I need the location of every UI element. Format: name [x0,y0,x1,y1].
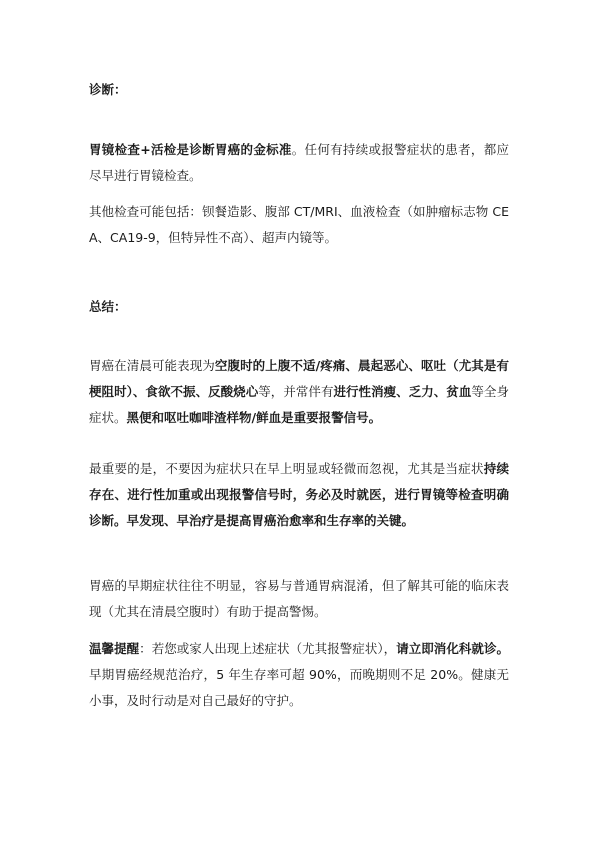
diagnosis-paragraph-gold-standard [89,137,509,189]
reminder-text-2: 早期胃癌经规范治疗，5 年生存率可超 90%，而晚期则不足 20%。健康无小事，及时行动是对自己最好的守护。 [89,666,509,708]
warning-signals-emphasis: 黑便和呕吐咖啡渣样物/鲜血是重要报警信号。 [126,409,382,425]
summary-paragraph-early-symptoms: 胃癌的早期症状往往不明显，容易与普通胃病混淆，但了解其可能的临床表现（尤其在清晨空腹时）有助于提高警惕。 [89,578,509,619]
gold-standard-text: 。任何有持续或报警症状的患者，都应尽早进行胃镜检查。 [89,142,509,183]
reminder-text-1: ：若您或家人出现上述症状（尤其报警症状）， [139,641,397,656]
diagnosis-paragraph-other-tests: 其他检查可能包括：钡餐造影、腹部 CT/MRI、血液检查（如肿瘤标志物 CEA、CA19-9，但特异性不高）、超声内镜等。 [89,204,509,245]
morning-symptoms-emphasis-2: 进行性消瘦、乏力、贫血 [333,383,472,399]
summary-paragraph-reminder [89,636,509,713]
reminder-emphasis: 请立即消化科就诊。 [396,641,509,656]
summary-paragraph-morning-symptoms [89,353,509,430]
importance-emphasis: 持续存在、进行性加重或出现报警信号时，务必及时就医，进行胃镜等检查明确诊断。早发现、早治疗是提高胃癌治愈率和生存率的关键。 [89,461,509,528]
morning-symptoms-text-1: 胃癌在清晨可能表现为 [89,358,215,373]
morning-symptoms-text-2: 等，并常伴有 [258,383,334,399]
morning-symptoms-emphasis-1: 空腹时的上腹不适/疼痛、晨起恶心、呕吐（尤其是有梗阻时）、食欲不振、反酸烧心 [89,358,509,399]
summary-heading: 总结： [89,299,127,314]
importance-text: 最重要的是，不要因为症状只在早上明显或轻微而忽视，尤其是当症状 [89,461,484,476]
diagnosis-heading: 诊断： [89,82,127,97]
morning-symptoms-text-3: 等全身症状。 [89,383,509,425]
reminder-label: 温馨提醒 [89,641,140,656]
gold-standard-emphasis: 胃镜检查+活检是诊断胃癌的金标准 [89,142,292,157]
summary-paragraph-importance [89,456,509,533]
